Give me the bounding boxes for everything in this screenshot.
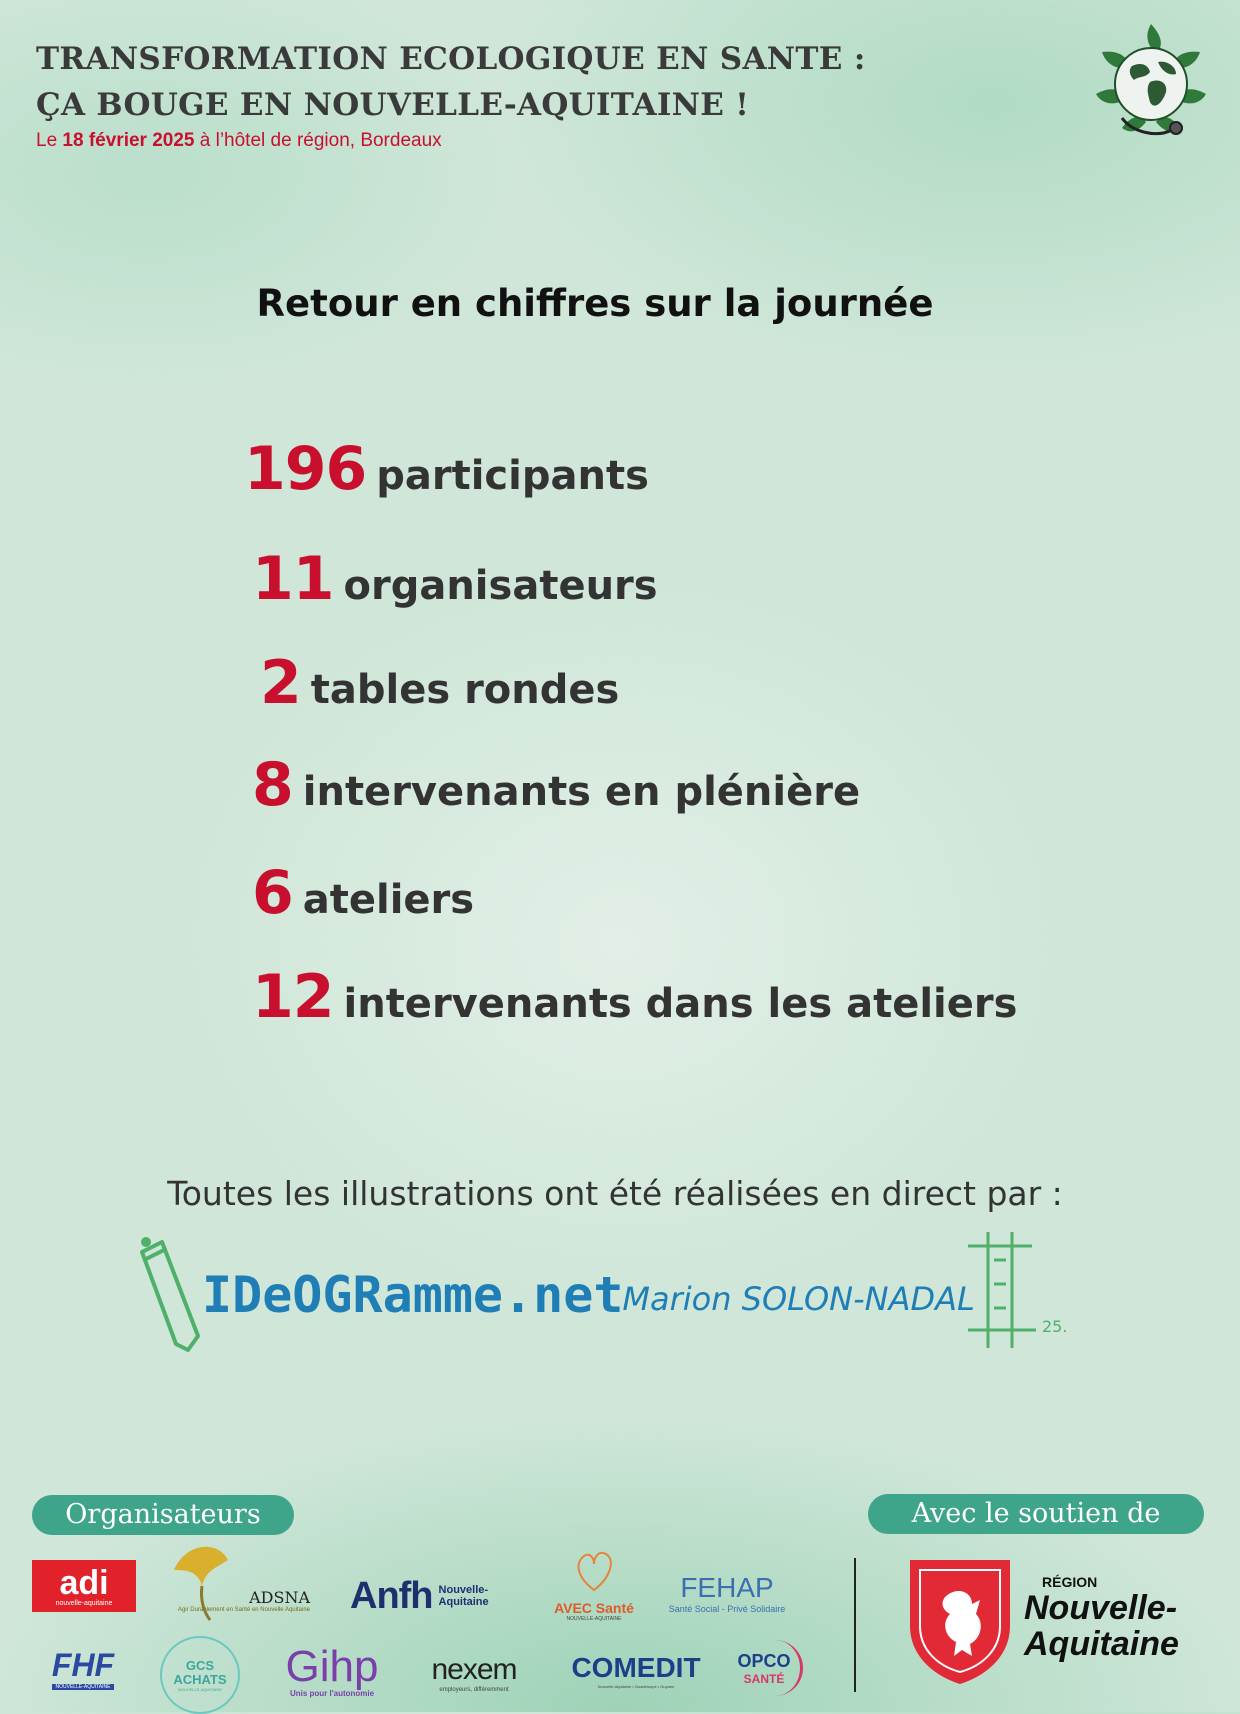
region-prefix: RÉGION [1042,1574,1098,1590]
logo-gihp [268,1640,396,1702]
logo-fehap [660,1568,794,1618]
ginkgo-leaf-icon [166,1540,236,1622]
page-title-line-2: ÇA BOUGE EN NOUVELLE-AQUITAINE ! [36,87,750,123]
logo-name: COMEDIT [571,1651,701,1683]
stat-organisers [252,544,658,614]
logo-name: GCS ACHATS [173,1657,227,1687]
stat-label: organisateurs [343,563,658,609]
logo-opco-sante [728,1640,803,1696]
logo-sub: Agir Durablement en Santé en Nouvelle Aquitaine [177,1606,310,1613]
stat-round-tables [260,648,619,718]
logo-name: AVEC Santé [554,1600,634,1616]
signature-name: · Marion SOLON-NADAL [602,1280,975,1318]
logo-sub: NOUVELLE-AQUITAINE [566,1616,622,1622]
logo-sub: NOUVELLE-AQUITAINE [178,1686,222,1692]
signature-year: 25. [1042,1317,1068,1336]
logo-name: nexem [431,1653,517,1686]
logo-name: Gihp [285,1641,379,1691]
stat-label: tables rondes [310,667,620,713]
logo-sub: NOUVELLE-AQUITAINE [52,1684,115,1690]
footer-divider [854,1558,856,1692]
logo-name: FHF [51,1646,115,1683]
organisers-label: Organisateurs [32,1495,294,1535]
stat-number: 2 [260,648,301,718]
support-label: Avec le soutien de [868,1494,1204,1534]
stat-label: ateliers [302,877,475,923]
logo-nexem [412,1650,536,1696]
stat-number: 11 [252,544,334,614]
monogram-icon [968,1232,1036,1348]
stat-label: intervenants dans les ateliers [343,981,1018,1027]
logo-sub: Nouvelle-Aquitaine [438,1584,489,1608]
logo-sub: employeurs, différemment [439,1687,509,1693]
stat-label: intervenants en plénière [302,769,861,815]
stat-workshop-speakers [252,962,1017,1032]
logo-name: FEHAP [680,1572,774,1603]
event-date-location [36,130,866,152]
section-title: Retour en chiffres sur la journée [256,282,934,325]
signature-site: IDeOGRamme.net [202,1266,624,1324]
subtitle-prefix: Le [36,130,63,151]
hand-heart-icon [570,1546,618,1592]
illustrations-credit: Toutes les illustrations ont été réalisées en direct par : [167,1174,1063,1213]
stat-number: 8 [252,750,293,820]
stat-number: 196 [244,434,367,504]
page-title-line-1: TRANSFORMATION ECOLOGIQUE EN SANTE : [36,41,866,77]
logo-name: adi [59,1563,109,1602]
logo-name: Anfh [350,1574,433,1617]
pencil-icon [141,1237,198,1350]
logo-sub: SANTÉ [743,1671,785,1686]
subtitle-suffix: à l’hôtel de région, Bordeaux [194,130,442,151]
event-date: 18 février 2025 [62,130,195,151]
logo-anfh [350,1574,520,1618]
logo-adsna [166,1540,310,1622]
logo-name: OPCO [737,1650,791,1671]
logo-sub: Santé Social - Privé Solidaire [668,1604,786,1614]
stat-label: participants [376,453,649,499]
logo-adi [32,1560,136,1612]
region-line-2: Aquitaine [1024,1625,1179,1663]
logo-region-nouvelle-aquitaine [906,1556,1206,1688]
stat-number: 6 [252,858,293,928]
stat-participants [244,434,649,504]
stat-workshops [252,858,474,928]
logo-sub: Unis pour l'autonomie [289,1688,375,1698]
logo-fhf [34,1644,132,1692]
region-line-1: Nouvelle- [1024,1589,1178,1627]
logo-avec-sante [546,1546,642,1622]
logo-sub: nouvelle-aquitaine [55,1599,113,1607]
globe-stethoscope-icon [1092,22,1210,144]
header [36,36,866,152]
logo-name: ADSNA [249,1587,310,1607]
illustrator-signature [132,1232,1072,1352]
logo-sub: Nouvelle-Aquitaine • Guadeloupe • Guyane [597,1683,675,1689]
lion-shield-icon [906,1556,1014,1686]
logo-gcs-achats [160,1636,240,1714]
stat-plenary-speakers [252,750,860,820]
stat-number: 12 [252,962,334,1032]
logo-comedit [566,1644,706,1696]
